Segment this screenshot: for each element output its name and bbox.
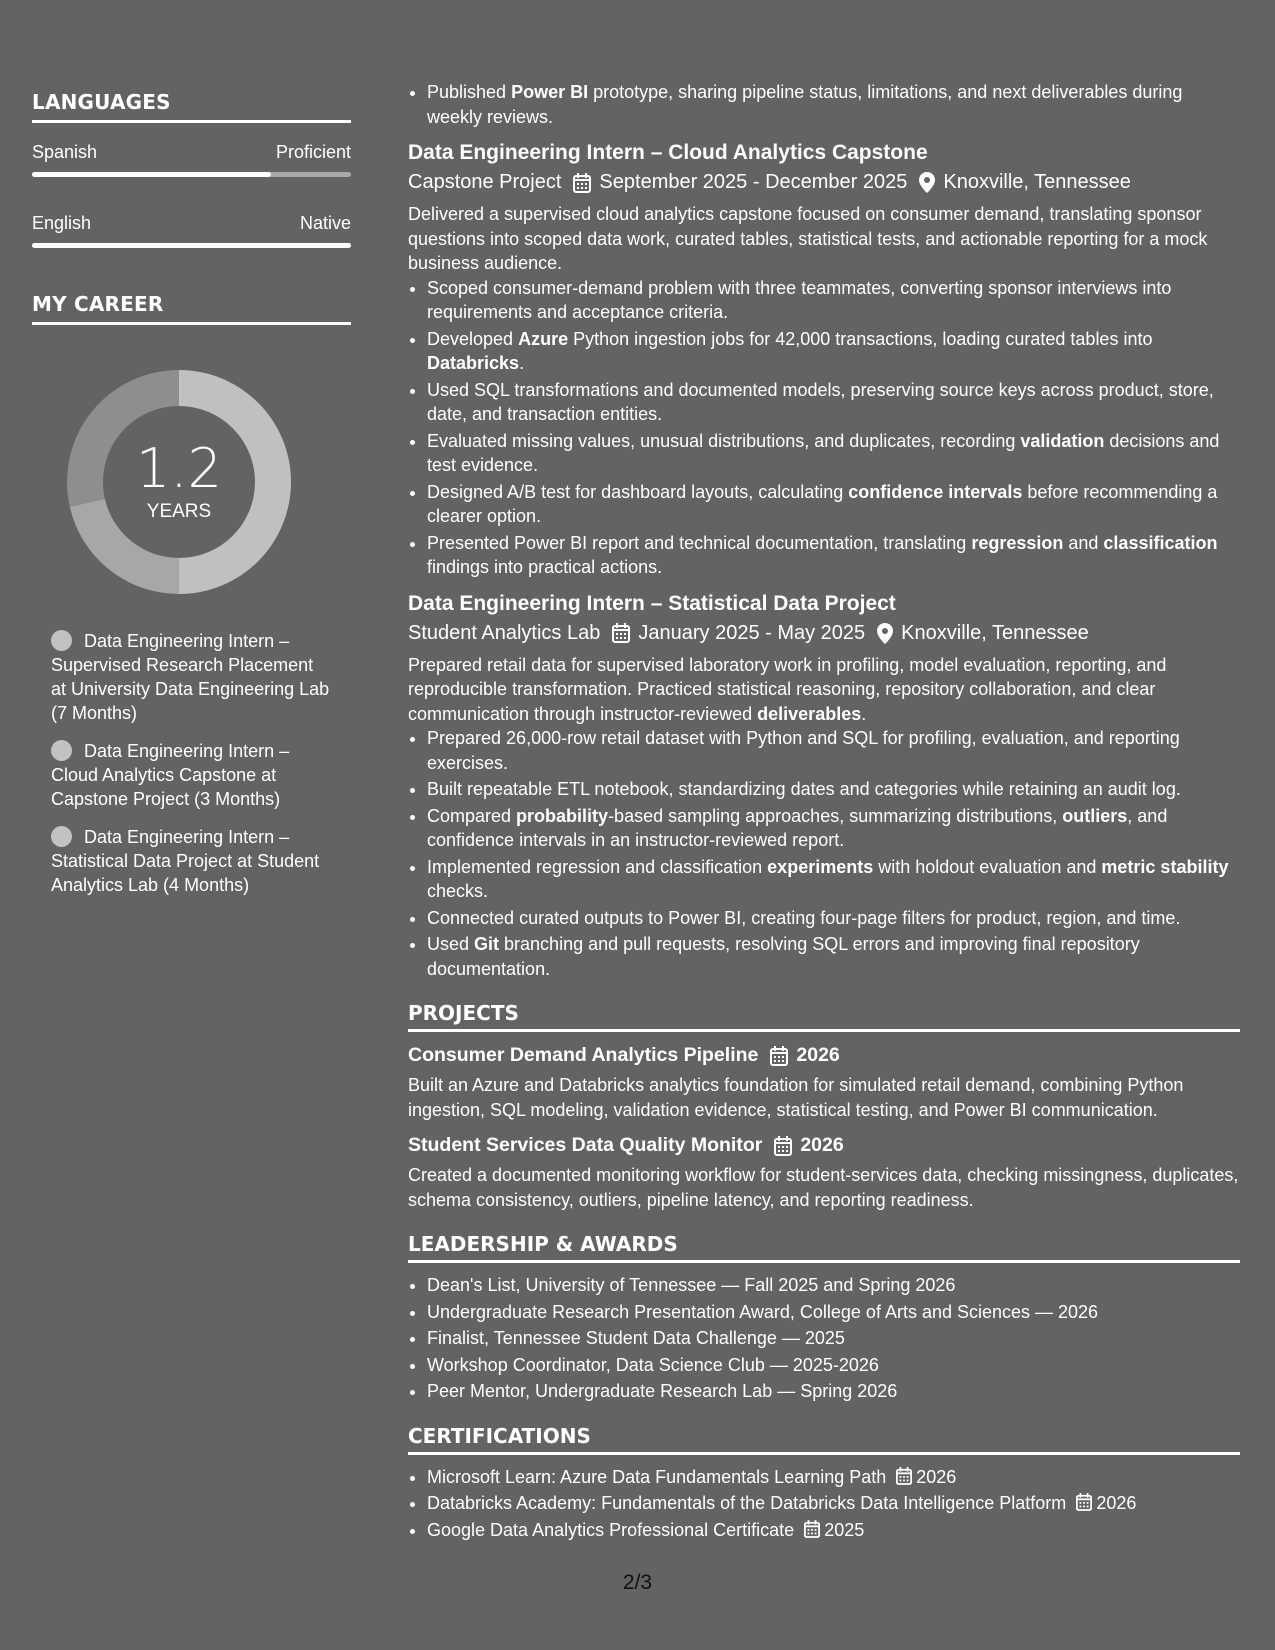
experience-title: Data Engineering Intern – Statistical Data Project	[408, 591, 896, 615]
experience-meta	[408, 171, 1240, 194]
bullet-item: • Connected curated outputs to Power BI, creating four-page filters for product, region, and time.	[427, 906, 1240, 931]
experience-dates: January 2025 - May 2025	[638, 621, 866, 644]
experience-location: Knoxville, Tennessee	[901, 621, 1089, 644]
legend-dot-icon	[51, 630, 72, 651]
carryover-bullets	[408, 80, 1240, 129]
main-content	[408, 80, 1240, 1544]
calendar-icon	[770, 1046, 788, 1066]
certifications-heading: CERTIFICATIONS	[408, 1424, 1240, 1455]
career-heading: MY CAREER	[32, 292, 351, 325]
language-item	[32, 141, 351, 177]
bullet-item: • Published Power BI prototype, sharing pipeline status, limitations, and next deliverables during weekly reviews.	[427, 80, 1240, 129]
calendar-icon	[573, 173, 591, 193]
bullet-item: • Peer Mentor, Undergraduate Research Lab — Spring 2026	[427, 1379, 1240, 1404]
bullet-item: • Built repeatable ETL notebook, standardizing dates and categories while retaining an audit log.	[427, 777, 1240, 802]
bullet-item: • Workshop Coordinator, Data Science Club — 2025-2026	[427, 1353, 1240, 1378]
languages-list	[32, 141, 351, 248]
calendar-icon	[774, 1136, 792, 1156]
project-year: 2026	[796, 1044, 840, 1066]
experience-org: Student Analytics Lab	[408, 621, 601, 644]
project-title: Student Services Data Quality Monitor	[408, 1134, 763, 1156]
certification-item: • Google Data Analytics Professional Certificate 2025	[427, 1518, 1240, 1543]
certifications-list	[408, 1465, 1240, 1543]
language-name: Spanish	[32, 142, 98, 162]
bullet-item: • Used Git branching and pull requests, resolving SQL errors and improving final repository documentation.	[427, 932, 1240, 981]
project-year: 2026	[800, 1134, 844, 1156]
language-item	[32, 212, 351, 248]
location-pin-icon	[919, 172, 935, 193]
bullet-item: • Scoped consumer-demand problem with three teammates, converting sponsor interviews into requirements and acceptance criteria.	[427, 276, 1240, 325]
page-number: 2/3	[622, 1571, 653, 1594]
bullet-item: • Designed A/B test for dashboard layouts, calculating confidence intervals before recommending a clearer option.	[427, 480, 1240, 529]
bullet-item: • Undergraduate Research Presentation Award, College of Arts and Sciences — 2026	[427, 1300, 1240, 1325]
language-level: Proficient	[275, 142, 351, 162]
bullet-item: • Developed Azure Python ingestion jobs for 42,000 transactions, loading curated tables into Databricks.	[427, 327, 1240, 376]
experience-dates: September 2025 - December 2025	[599, 171, 908, 193]
career-legend	[32, 629, 351, 897]
leadership-heading: LEADERSHIP & AWARDS	[408, 1232, 1240, 1263]
calendar-icon	[1076, 1493, 1092, 1511]
language-level: Native	[299, 213, 351, 233]
projects-heading: PROJECTS	[408, 1001, 1240, 1032]
bullet-item: • Prepared 26,000-row retail dataset with Python and SQL for profiling, evaluation, and reporting exercises.	[427, 726, 1240, 775]
project-entry	[408, 1044, 1240, 1122]
experience-location: Knoxville, Tennessee	[943, 171, 1131, 193]
bullet-item: • Presented Power BI report and technical documentation, translating regression and classification findings into practical actions.	[427, 531, 1240, 580]
language-name: English	[32, 213, 92, 233]
language-proficiency-bar	[32, 172, 351, 177]
career-legend-item: Data Engineering Intern – Supervised Research Placement at University Data Engineering Lab (7 Months)	[51, 631, 330, 723]
language-proficiency-fill	[32, 172, 271, 177]
career-total-unit: YEARS	[146, 501, 212, 522]
bullet-item: • Dean's List, University of Tennessee — Fall 2025 and Spring 2026	[427, 1273, 1240, 1298]
career-legend-item: Data Engineering Intern – Cloud Analytics Capstone at Capstone Project (3 Months)	[51, 741, 290, 809]
experience-org: Capstone Project	[408, 171, 562, 193]
calendar-icon	[804, 1520, 820, 1538]
experience-entry	[408, 592, 1240, 982]
experience-description: Delivered a supervised cloud analytics capstone focused on consumer demand, translating sponsor questions into scoped data work, curated tables, statistical tests, and actionable reporting for a mock business audience.	[408, 204, 1208, 273]
leadership-list	[408, 1273, 1240, 1404]
location-pin-icon	[877, 623, 893, 644]
calendar-icon	[612, 623, 630, 643]
bullet-item: • Finalist, Tennessee Student Data Challenge — 2025	[427, 1326, 1240, 1351]
legend-dot-icon	[51, 740, 72, 761]
sidebar	[32, 90, 351, 911]
experience-title: Data Engineering Intern – Cloud Analytics Capstone	[408, 141, 928, 164]
language-proficiency-bar	[32, 243, 351, 248]
project-title: Consumer Demand Analytics Pipeline	[408, 1044, 759, 1066]
certification-item: • Databricks Academy: Fundamentals of the Databricks Data Intelligence Platform 2026	[427, 1491, 1240, 1516]
experience-description: Prepared retail data for supervised laboratory work in profiling, model evaluation, reporting, and reproducible transformation. Practiced statistical reasoning, repository collaboration, and clear communication through instructor-reviewed deliverables.	[408, 654, 1167, 724]
bullet-item: • Compared probability-based sampling approaches, summarizing distributions, outliers, and confidence intervals in an instructor-reviewed report.	[427, 804, 1240, 853]
project-description: Created a documented monitoring workflow for student-services data, checking missingness, duplicates, schema consistency, outliers, pipeline latency, and reporting readiness.	[408, 1165, 1239, 1210]
bullet-item: • Implemented regression and classification experiments with holdout evaluation and metric stability checks.	[427, 855, 1240, 904]
bullet-item: • Used SQL transformations and documented models, preserving source keys across product, store, date, and transaction entities.	[427, 378, 1240, 427]
experience-meta	[408, 622, 1240, 645]
project-description: Built an Azure and Databricks analytics foundation for simulated retail demand, combining Python ingestion, SQL modeling, validation evidence, statistical testing, and Power BI communication.	[408, 1075, 1184, 1120]
career-donut-chart	[66, 369, 292, 595]
legend-dot-icon	[51, 826, 72, 847]
career-legend-item: Data Engineering Intern – Statistical Data Project at Student Analytics Lab (4 Months)	[51, 827, 320, 895]
experience-bullets	[408, 276, 1240, 580]
project-entry	[408, 1134, 1240, 1212]
bullet-item: • Evaluated missing values, unusual distributions, and duplicates, recording validation decisions and test evidence.	[427, 429, 1240, 478]
calendar-icon	[896, 1467, 912, 1485]
languages-heading: LANGUAGES	[32, 90, 351, 123]
experience-bullets	[408, 726, 1240, 981]
experience-entry	[408, 141, 1240, 580]
certification-item: • Microsoft Learn: Azure Data Fundamentals Learning Path 2026	[427, 1465, 1240, 1490]
career-total-value: 1.2	[136, 437, 222, 500]
language-proficiency-fill	[32, 243, 351, 248]
